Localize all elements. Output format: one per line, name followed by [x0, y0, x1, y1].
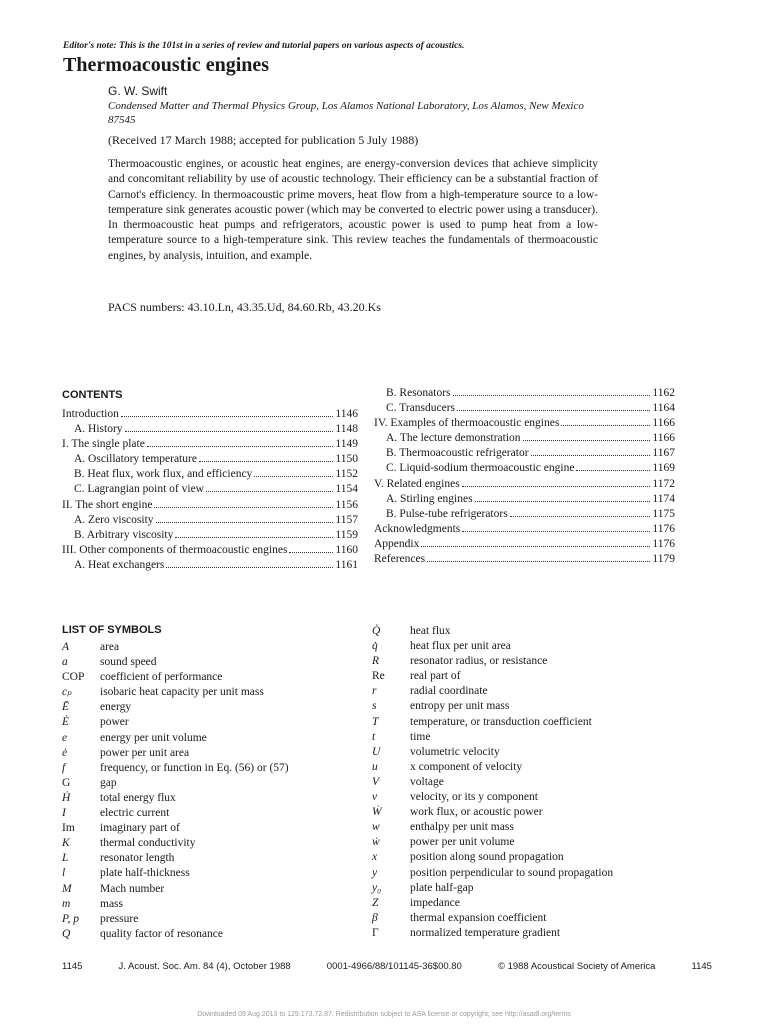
- contents-entry-page: 1174: [652, 492, 675, 505]
- contents-entry: [62, 482, 358, 497]
- contents-entry-title: C. Liquid-sodium thermoacoustic engine: [386, 462, 575, 475]
- contents-entry-title: B. Heat flux, work flux, and efficiency: [74, 468, 253, 481]
- symbol: Ė: [62, 716, 70, 729]
- contents-entry-page: 1176: [652, 537, 675, 550]
- affiliation: Condensed Matter and Thermal Physics Group, Los Alamos National Laboratory, Los Alamos, New Mexico 87545: [108, 100, 584, 126]
- dot-leader: [166, 567, 333, 568]
- contents-entry-title: B. Thermoacoustic refrigerator: [386, 447, 529, 460]
- contents-entry-page: 1156: [335, 498, 358, 511]
- dot-leader: [576, 470, 650, 471]
- symbol: G: [62, 776, 71, 789]
- symbol-description: area: [100, 641, 120, 653]
- symbol-description: voltage: [410, 775, 444, 788]
- symbol-description: imaginary part of: [100, 822, 180, 835]
- symbol-entry: [372, 760, 702, 775]
- symbol-entry: [62, 640, 352, 655]
- contents-entry: [62, 543, 358, 558]
- symbol-description: resonator length: [100, 852, 175, 865]
- contents-entry-title: B. Arbitrary viscosity: [74, 528, 174, 541]
- dot-leader: [254, 476, 333, 477]
- contents-entry: [374, 552, 675, 567]
- symbol-entry: [372, 926, 702, 941]
- dot-leader: [421, 546, 650, 547]
- symbol-entry: [62, 776, 352, 791]
- symbol-description: plate half-gap: [410, 881, 474, 894]
- symbol: f: [62, 761, 66, 774]
- symbol-entry: [372, 699, 702, 714]
- contents-entry: [374, 446, 675, 461]
- symbol-entry: [62, 806, 352, 821]
- contents-entry: [374, 522, 675, 537]
- contents-entry: [62, 452, 358, 467]
- symbol-entry: [372, 805, 702, 820]
- contents-entry-page: 1166: [652, 432, 675, 445]
- symbol: e: [62, 731, 68, 744]
- symbols-heading: LIST OF SYMBOLS: [62, 624, 162, 636]
- contents-entry-page: 1160: [335, 543, 358, 556]
- contents-entry-page: 1175: [652, 507, 675, 520]
- author: G. W. Swift: [108, 84, 168, 98]
- symbol-description: coefficient of performance: [100, 671, 223, 684]
- symbol-entry: [62, 791, 352, 806]
- contents-entry: [62, 467, 358, 482]
- contents-entry-title: B. Resonators: [386, 387, 451, 399]
- contents-entry-title: B. Pulse-tube refrigerators: [386, 507, 508, 520]
- page-footer: [62, 961, 712, 972]
- symbol: ẇ: [372, 836, 380, 849]
- symbol: U: [372, 745, 381, 758]
- symbol-description: position perpendicular to sound propagation: [410, 866, 614, 879]
- contents-entry-title: Introduction: [62, 408, 119, 420]
- symbol-description: position along sound propagation: [410, 851, 564, 864]
- symbol-description: power: [100, 716, 129, 729]
- symbol: P, p: [62, 912, 80, 925]
- contents-entry-page: 1152: [335, 468, 358, 481]
- symbol-entry: [62, 715, 352, 730]
- dot-leader: [125, 431, 334, 432]
- symbol: l: [62, 867, 66, 880]
- dot-leader: [427, 561, 650, 562]
- symbol-description: energy: [100, 701, 132, 714]
- symbol: u: [372, 760, 378, 773]
- contents-entry-page: 1157: [335, 513, 358, 526]
- symbol-description: real part of: [410, 670, 461, 683]
- dot-leader: [561, 425, 650, 426]
- symbol: R: [372, 655, 380, 668]
- symbol-description: impedance: [410, 896, 460, 909]
- symbol-description: quality factor of resonance: [100, 927, 223, 940]
- symbol: cₚ: [62, 686, 72, 699]
- contents-entry-page: 1176: [652, 522, 675, 535]
- symbol-entry: [372, 850, 702, 865]
- symbols-right-column: [372, 624, 702, 941]
- symbol-entry: [62, 836, 352, 851]
- contents-entry-title: Acknowledgments: [374, 522, 461, 535]
- dot-leader: [175, 537, 333, 538]
- symbol: a: [62, 656, 68, 669]
- footer-code: 0001-4966/88/101145-36$00.80: [326, 961, 462, 972]
- symbol-entry: [372, 624, 702, 639]
- contents-entry-page: 1167: [652, 447, 675, 460]
- symbol-description: isobaric heat capacity per unit mass: [100, 686, 264, 699]
- symbol-description: energy per unit volume: [100, 731, 207, 744]
- symbol-entry: [372, 654, 702, 669]
- symbol: ė: [62, 746, 68, 759]
- dot-leader: [462, 486, 651, 487]
- dot-leader: [510, 516, 651, 517]
- symbol-entry: [62, 866, 352, 881]
- symbol-entry: [372, 820, 702, 835]
- symbol-entry: [62, 700, 352, 715]
- contents-entry: [374, 507, 675, 522]
- symbol-entry: [372, 881, 702, 896]
- received-dates: (Received 17 March 1988; accepted for publication 5 July 1988): [108, 133, 419, 147]
- contents-entry-page: 1169: [652, 462, 675, 475]
- contents-entry-title: A. Stirling engines: [386, 492, 473, 505]
- symbol-description: heat flux: [410, 625, 451, 637]
- symbol-entry: [62, 851, 352, 866]
- contents-entry-title: References: [374, 553, 426, 566]
- article-title: Thermoacoustic engines: [63, 54, 270, 76]
- contents-entry: [374, 477, 675, 492]
- symbol-entry: [372, 639, 702, 654]
- contents-entry-page: 1179: [652, 553, 675, 566]
- contents-entry-title: V. Related engines: [374, 477, 460, 490]
- symbol: t: [372, 730, 376, 743]
- symbol-description: heat flux per unit area: [410, 640, 511, 653]
- dot-leader: [121, 416, 334, 417]
- symbol-entry: [62, 685, 352, 700]
- contents-entry: [62, 422, 358, 437]
- contents-entry-page: 1159: [335, 528, 358, 541]
- contents-entry: [62, 513, 358, 528]
- symbol-description: power per unit area: [100, 746, 190, 759]
- contents-entry-title: C. Transducers: [386, 402, 456, 415]
- symbol-description: normalized temperature gradient: [410, 926, 561, 939]
- symbol-entry: [372, 745, 702, 760]
- symbol-description: power per unit volume: [410, 836, 515, 849]
- symbol-entry: [372, 730, 702, 745]
- contents-entry: [374, 431, 675, 446]
- footer-page-left: 1145: [62, 961, 83, 972]
- footer-copyright: © 1988 Acoustical Society of America: [497, 961, 656, 972]
- symbol: m: [62, 897, 71, 910]
- contents-entry-title: IV. Examples of thermoacoustic engines: [374, 417, 560, 430]
- symbol-entry: [372, 775, 702, 790]
- contents-entry-page: 1149: [335, 438, 358, 451]
- dot-leader: [154, 507, 333, 508]
- contents-entry-page: 1161: [335, 558, 358, 571]
- symbol: I: [62, 807, 66, 820]
- symbol: Ē: [62, 701, 70, 714]
- symbol-description: plate half-thickness: [100, 867, 190, 880]
- symbol-entry: [62, 927, 352, 942]
- symbol: Im: [62, 822, 75, 835]
- symbol-entry: [62, 882, 352, 897]
- symbol: V: [372, 775, 380, 788]
- contents-entry: [62, 407, 358, 422]
- symbol-entry: [62, 912, 352, 927]
- symbol-entry: [62, 897, 352, 912]
- editors-note: Editor's note: This is the 101st in a series of review and tutorial papers on various aspects of acoustics.: [63, 41, 465, 51]
- symbol: Γ: [372, 926, 379, 939]
- contents-entry: [62, 528, 358, 543]
- dot-leader: [289, 552, 333, 553]
- contents-entry: [62, 498, 358, 513]
- symbol-entry: [372, 835, 702, 850]
- footer-page-right: 1145: [691, 961, 712, 972]
- contents-right-column: [374, 386, 675, 567]
- contents-entry-title: A. Heat exchangers: [74, 558, 165, 571]
- contents-left-column: [62, 407, 358, 573]
- contents-entry: [62, 558, 358, 573]
- contents-entry-title: III. Other components of thermoacoustic engines: [62, 543, 288, 556]
- symbol: β: [372, 911, 378, 924]
- symbol: v: [372, 791, 378, 804]
- symbol-entry: [62, 731, 352, 746]
- symbol-entry: [372, 866, 702, 881]
- dot-leader: [199, 461, 333, 462]
- symbol-entry: [372, 896, 702, 911]
- contents-entry-page: 1172: [652, 477, 675, 490]
- symbol: w: [372, 821, 380, 834]
- dot-leader: [462, 531, 650, 532]
- symbol: A: [62, 641, 70, 653]
- dot-leader: [206, 491, 333, 492]
- dot-leader: [531, 455, 651, 456]
- contents-entry-title: A. Zero viscosity: [74, 513, 154, 526]
- symbols-left-column: [62, 640, 352, 942]
- abstract: Thermoacoustic engines, or acoustic heat engines, are energy-conversion devices that achieve simplicity and concomitant reliability by use of acoustic technology. Their efficiency can be a substantial fraction of Carnot's efficiency. In thermoacoustic prime movers, heat flow from a high-temperature source to a low-temperature sink generates acoustic power (which may be converted to electric power using a transducer). In thermoacoustic heat pumps and refrigerators, acoustic power is used to pump heat from a low-temperature source to a high-temperature sink. This review teaches the fundamentals of thermoacoustic engines, by analysis, intuition, and example.: [108, 158, 598, 262]
- symbol-description: total energy flux: [100, 791, 176, 804]
- symbol-description: thermal expansion coefficient: [410, 911, 547, 924]
- symbol: q̇: [372, 640, 378, 653]
- symbol-description: resonator radius, or resistance: [410, 655, 548, 668]
- contents-heading: CONTENTS: [62, 389, 123, 401]
- symbol-description: enthalpy per unit mass: [410, 821, 514, 834]
- contents-entry: [374, 401, 675, 416]
- symbol-entry: [62, 761, 352, 776]
- symbol: y: [372, 866, 378, 879]
- contents-entry-title: A. The lecture demonstration: [386, 432, 521, 445]
- symbol: M: [62, 882, 72, 895]
- contents-entry-title: Appendix: [374, 537, 420, 550]
- dot-leader: [475, 501, 651, 502]
- symbol-entry: [372, 715, 702, 730]
- contents-entry-title: II. The short engine: [62, 498, 153, 511]
- symbol-entry: [372, 911, 702, 926]
- symbol: Ḣ: [62, 791, 71, 804]
- symbol: Z: [372, 896, 379, 909]
- symbol-description: volumetric velocity: [410, 745, 500, 758]
- symbol: K: [62, 837, 70, 850]
- download-notice: Downloaded 09 Aug 2013 to 129.173.72.87. Redistribution subject to ASA license or copyright; see http://asadl.org/terms: [197, 1011, 571, 1018]
- contents-entry-page: 1162: [652, 387, 675, 399]
- symbol: Ẇ: [372, 806, 382, 819]
- symbol-entry: [372, 790, 702, 805]
- symbol-description: sound speed: [100, 656, 157, 669]
- symbol: Q: [62, 927, 71, 940]
- symbol: s: [372, 700, 377, 713]
- contents-entry-title: A. History: [74, 423, 123, 436]
- contents-entry-page: 1166: [652, 417, 675, 430]
- contents-entry: [374, 386, 675, 401]
- pacs-numbers: PACS numbers: 43.10.Ln, 43.35.Ud, 84.60.Rb, 43.20.Ks: [108, 300, 381, 314]
- dot-leader: [457, 410, 650, 411]
- symbol-description: entropy per unit mass: [410, 700, 510, 713]
- symbol-description: work flux, or acoustic power: [410, 806, 543, 819]
- symbol: r: [372, 685, 377, 698]
- symbol: Re: [372, 670, 385, 683]
- dot-leader: [453, 395, 651, 396]
- dot-leader: [523, 440, 651, 441]
- symbol-entry: [62, 655, 352, 670]
- contents-entry-page: 1148: [335, 423, 358, 436]
- symbol-description: thermal conductivity: [100, 837, 196, 850]
- symbol-description: mass: [100, 897, 123, 910]
- contents-entry: [374, 537, 675, 552]
- symbol-description: gap: [100, 776, 117, 789]
- symbol-description: x component of velocity: [410, 760, 523, 773]
- symbol: L: [62, 852, 69, 865]
- symbol: COP: [62, 671, 85, 684]
- footer-journal: J. Acoust. Soc. Am. 84 (4), October 1988: [118, 961, 291, 972]
- contents-entry: [62, 437, 358, 452]
- contents-entry: [374, 416, 675, 431]
- symbol: y₀: [372, 881, 382, 894]
- symbol-entry: [62, 746, 352, 761]
- contents-entry: [374, 461, 675, 476]
- symbol-description: frequency, or function in Eq. (56) or (57): [100, 761, 289, 774]
- symbol-entry: [62, 821, 352, 836]
- symbol: Q̇: [372, 625, 381, 637]
- symbol-description: electric current: [100, 807, 170, 820]
- symbol-description: time: [410, 730, 431, 743]
- contents-entry-title: A. Oscillatory temperature: [74, 453, 197, 466]
- symbol-description: velocity, or its y component: [410, 791, 538, 804]
- contents-entry-page: 1154: [335, 483, 358, 496]
- symbol-description: Mach number: [100, 882, 165, 895]
- dot-leader: [156, 522, 334, 523]
- symbol-entry: [372, 684, 702, 699]
- contents-entry: [374, 492, 675, 507]
- symbol-description: temperature, or transduction coefficient: [410, 715, 592, 728]
- contents-entry-title: I. The single plate: [62, 438, 145, 451]
- symbol-description: radial coordinate: [410, 685, 488, 698]
- contents-entry-page: 1146: [335, 408, 358, 420]
- symbol-description: pressure: [100, 912, 139, 925]
- dot-leader: [147, 446, 334, 447]
- symbol-entry: [372, 669, 702, 684]
- contents-entry-page: 1150: [335, 453, 358, 466]
- symbol-entry: [62, 670, 352, 685]
- symbol: x: [372, 851, 378, 864]
- symbol: T: [372, 715, 379, 728]
- contents-entry-title: C. Lagrangian point of view: [74, 483, 204, 496]
- contents-entry-page: 1164: [652, 402, 675, 415]
